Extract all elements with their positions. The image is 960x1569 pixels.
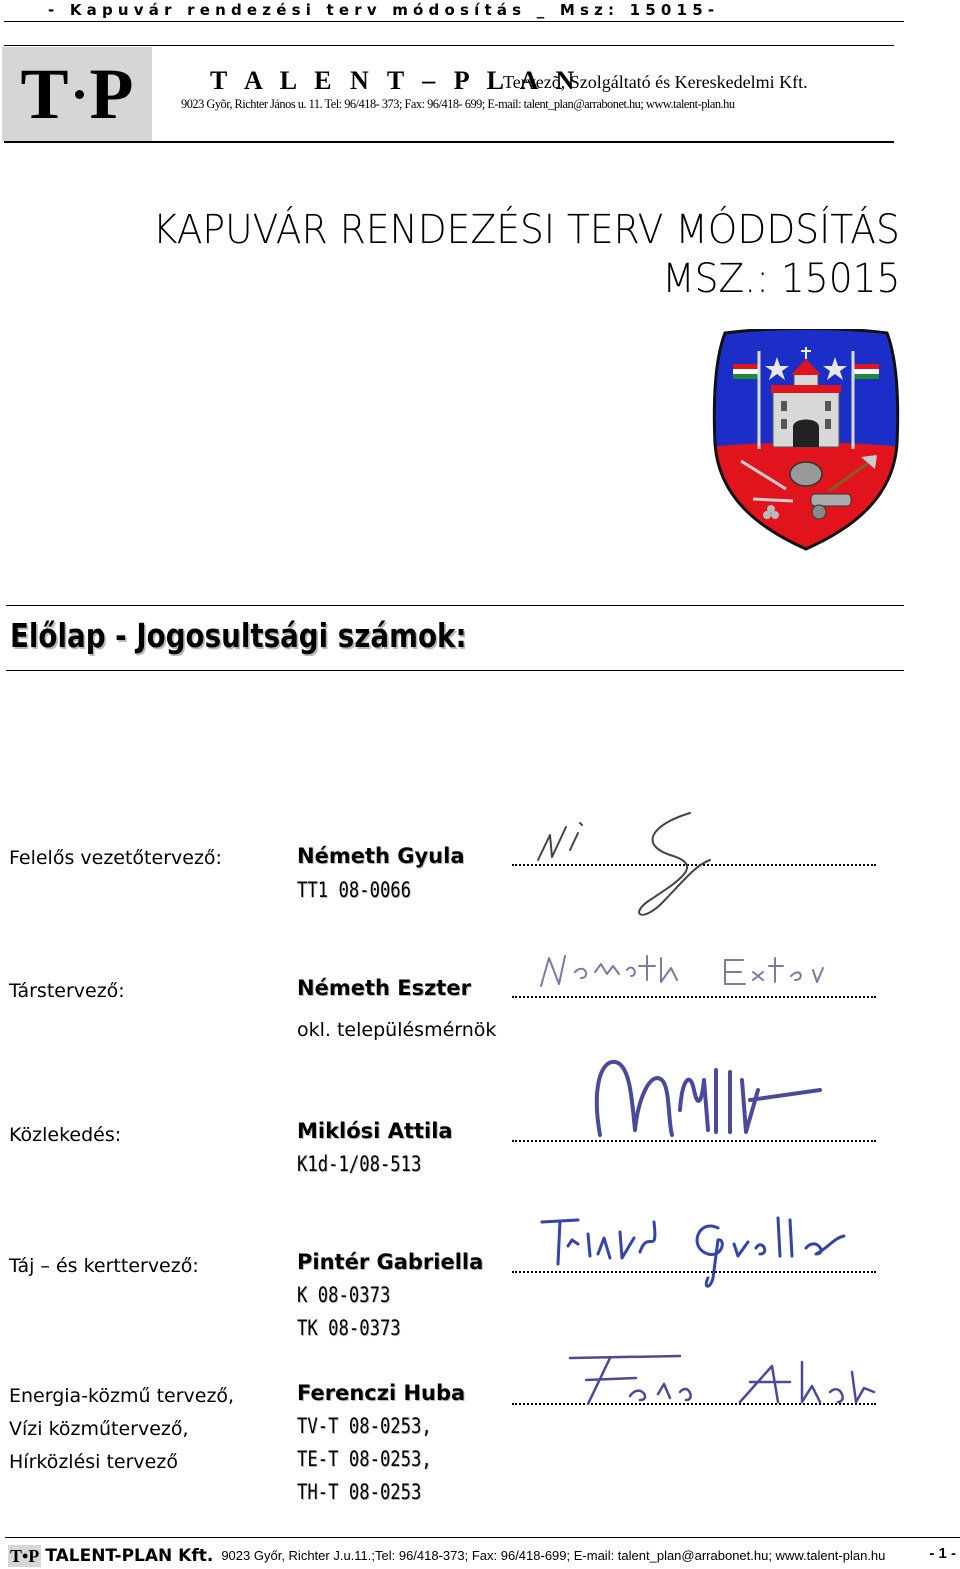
signatory-role: Hírközlési tervező (9, 1451, 178, 1473)
signature-miklosi-attila (590, 1050, 830, 1145)
letterhead-bottom-rule (4, 141, 894, 143)
signatory-role: Táj – és kerttervező: (9, 1255, 199, 1277)
company-address: 9023 Gyõr, Richter János u. 11. Tel: 96/418- 373; Fax: 96/418- 699; E-mail: talent_plan@arrabonet.hu; www.talent-plan.hu (181, 97, 735, 111)
signatory-credential: K1d-1/08-513 (297, 1152, 422, 1176)
signatory-role: Vízi közműtervező, (9, 1418, 189, 1440)
signatory-name: Ferenczi Huba (297, 1381, 466, 1405)
footer-company: TALENT-PLAN Kft. (45, 1545, 214, 1566)
company-description: Tervezõ, Szolgáltató és Kereskedelmi Kft. (503, 72, 808, 92)
footer-logo: T•P (10, 1545, 40, 1566)
signature-line (512, 994, 876, 998)
company-name: T A L E N T – P L A N (210, 66, 581, 95)
header-rule (4, 21, 904, 22)
section-heading: Előlap - Jogosultsági számok: (10, 616, 467, 655)
document-title: KAPUVÁR RENDEZÉSI TERV MÓDDSÍTÁS (152, 207, 900, 253)
signature-nemeth-gyula (530, 805, 730, 920)
signatory-credential: okl. településmérnök (297, 1019, 497, 1041)
logo-letter-t: T (20, 53, 69, 134)
footer-address: 9023 Győr, Richter J.u.11.;Tel: 96/418-373; Fax: 96/418-699; E-mail: talent_plan@arrabonet.hu; www.talent-plan.hu (221, 1547, 886, 1563)
footer-rule (5, 1537, 960, 1538)
signature-pinter-gabriella (538, 1208, 848, 1293)
logo-dot (75, 90, 84, 99)
signatory-credential: TH-T 08-0253 (297, 1480, 422, 1504)
footer (8, 1544, 885, 1566)
page-number: - 1 - (929, 1545, 956, 1562)
section-top-rule (6, 605, 904, 606)
signatory-role: Energia-közmű tervező, (9, 1385, 235, 1407)
logo-letter-p: P (89, 53, 134, 134)
signatory-credential: TK 08-0373 (297, 1316, 401, 1340)
section-bottom-rule (6, 670, 904, 671)
document-number: MSZ.: 15015 (661, 256, 900, 302)
signature-ferenczi-huba (540, 1352, 885, 1412)
signatory-name: Miklósi Attila (297, 1119, 453, 1143)
company-logo (2, 47, 152, 141)
signatory-name: Pintér Gabriella (297, 1250, 484, 1274)
signatory-name: Németh Eszter (297, 976, 471, 1000)
signatory-credential: K 08-0373 (297, 1283, 391, 1307)
running-header: - Kapuvár rendezési terv módosítás _ Msz: 15015- (48, 1, 720, 19)
signatory-credential: TE-T 08-0253, (297, 1447, 432, 1471)
signatory-credential: TT1 08-0066 (297, 878, 412, 902)
signatory-role: Közlekedés: (9, 1124, 122, 1146)
signatory-name: Németh Gyula (297, 844, 465, 868)
letterhead-top-rule (4, 45, 894, 46)
signatory-role: Felelős vezetőtervező: (9, 847, 222, 869)
kapuvar-coat-of-arms-icon (711, 329, 901, 551)
signature-nemeth-eszter (535, 948, 835, 993)
signatory-credential: TV-T 08-0253, (297, 1414, 432, 1438)
signatory-role: Társtervező: (9, 980, 125, 1002)
